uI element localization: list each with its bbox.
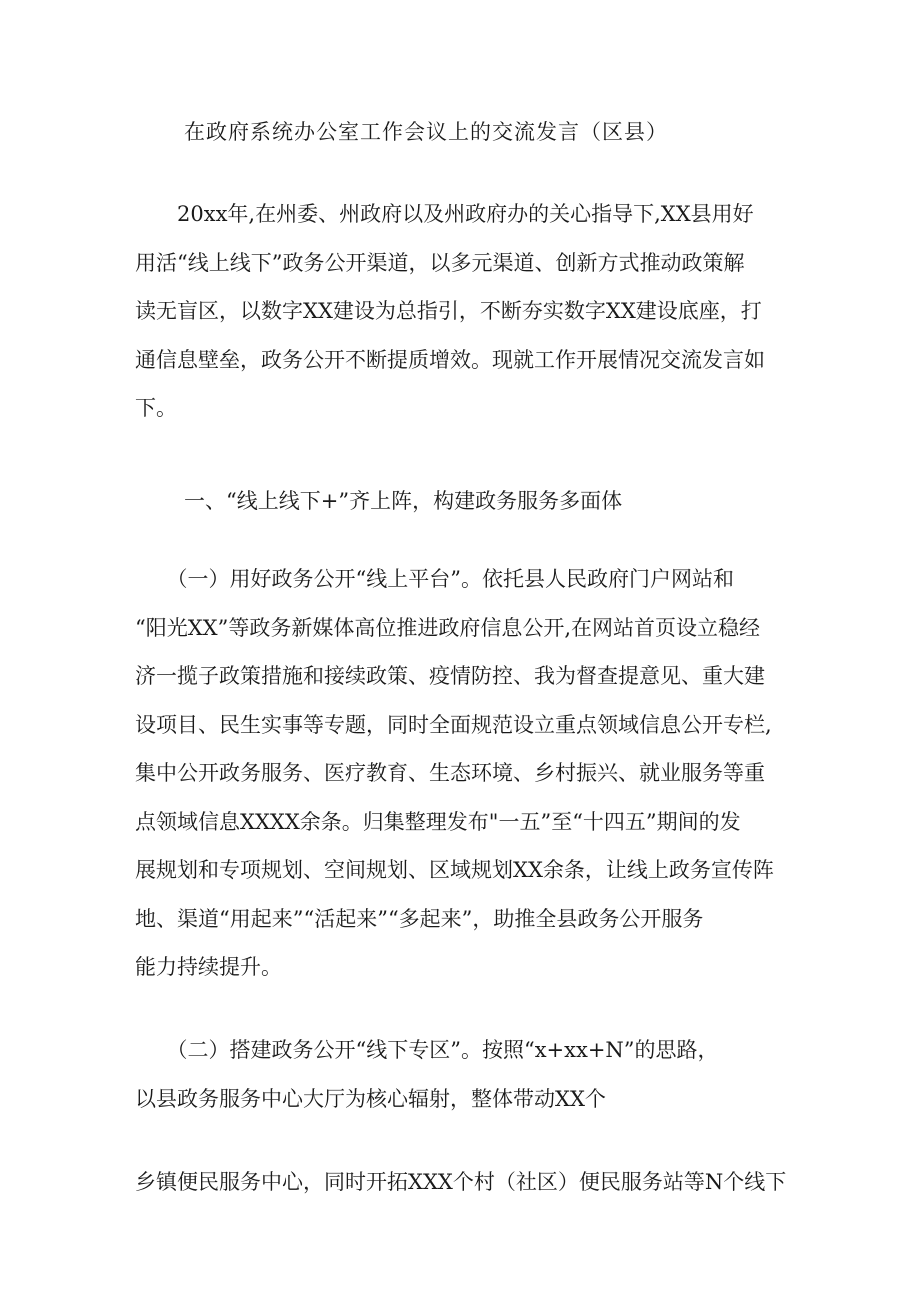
text-line: 济一揽子政策措施和接续政策、疫情防控、我为督查提意见、重大建 [135,664,765,688]
text-line: 地、渠道“用起来”“活起来”“多起来”，助推全县政务公开服务 [135,906,704,931]
body-paragraph-2 [135,1026,795,1123]
text-line: （一）用好政务公开“线上平台”。依托县人民政府门户网站和 [135,567,734,591]
section-heading: 一、“线上线下+”齐上阵，构建政务服务多面体 [184,489,623,513]
text-line: 展规划和专项规划、空间规划、区域规划XX余条，让线上政务宣传阵 [135,858,774,882]
text-line: 设项目、民生实事等专题，同时全面规范设立重点领域信息公开专栏, [135,712,772,737]
text-line: 20xx年,在州委、州政府以及州政府办的关心指导下,XX县用好 [135,202,754,226]
text-line: 用活“线上线下”政务公开渠道，以多元渠道、创新方式推动政策解 [135,250,745,275]
text-line: “阳光XX”等政务新媒体高位推进政府信息公开,在网站首页设立稳经 [135,615,761,640]
text-line: 点领域信息XXXX余条。归集整理发布"一五”至“十四五”期间的发 [135,809,741,834]
document-title: 在政府系统办公室工作会议上的交流发言（区县） [184,120,668,144]
text-line: 下。 [135,396,177,420]
text-line: 读无盲区，以数字XX建设为总指引，不断夯实数字XX建设底座，打 [135,299,762,323]
text-line: 能力持续提升。 [135,955,282,979]
text-line: 乡镇便民服务中心，同时开拓XXX个村（社区）便民服务站等N个线下 [135,1170,787,1194]
text-line: 以县政务服务中心大厅为核心辐射，整体带动XX个 [135,1086,606,1111]
text-line: 通信息壁垒，政务公开不断提质增效。现就工作开展情况交流发言如 [135,347,765,372]
text-line: （二）搭建政务公开“线下专区”。按照“x+xx+N”的思路， [135,1038,719,1062]
body-paragraph-1 [135,555,795,992]
text-line: 集中公开政务服务、医疗教育、生态环境、乡村振兴、就业服务等重 [135,761,765,785]
intro-paragraph [135,190,795,433]
body-paragraph-3 [135,1158,795,1207]
